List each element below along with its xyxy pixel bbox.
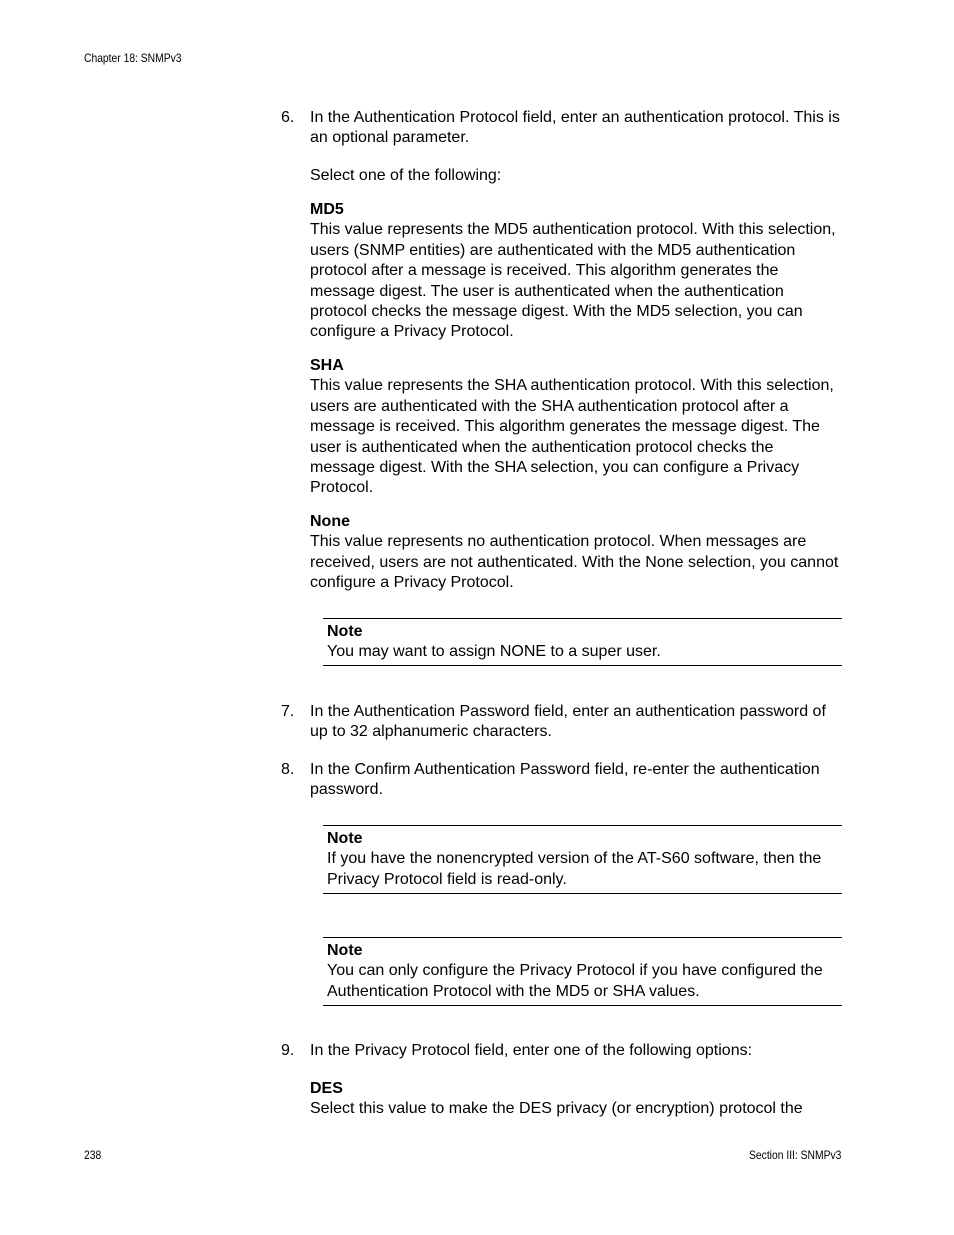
- step-6: [281, 108, 841, 149]
- option-description: Select this value to make the DES privacy (or encryption) protocol the: [310, 1100, 803, 1118]
- option-none: [310, 512, 841, 594]
- option-term: MD5: [310, 201, 344, 218]
- option-term: SHA: [310, 357, 344, 374]
- note-box: [323, 618, 842, 666]
- note-heading: Note: [327, 623, 363, 640]
- step-text: In the Privacy Protocol field, enter one of the following options:: [310, 1042, 753, 1059]
- note-box: [323, 825, 842, 894]
- note-heading: Note: [327, 830, 363, 847]
- note-box: [323, 937, 842, 1006]
- option-sha: [310, 356, 841, 499]
- step-text: In the Confirm Authentication Password field, re-enter the authentication password.: [310, 761, 820, 799]
- running-footer: Section III: SNMPv3: [748, 1148, 841, 1162]
- option-description: This value represents the SHA authentication protocol. With this selection, users are authenticated with the SHA authentication protocol after a message is received. This algorithm generates the message digest. The user is authenticated when the authentication protocol checks the message digest. With the SHA selection, you can configure a Privacy Protocol.: [310, 377, 834, 497]
- note-heading: Note: [327, 942, 363, 959]
- step-number: 9.: [281, 1042, 295, 1059]
- option-term: DES: [310, 1080, 343, 1097]
- option-description: This value represents no authentication protocol. When messages are received, users are not authenticated. With the None selection, you cannot configure a Privacy Protocol.: [310, 533, 839, 592]
- page-number: 238: [84, 1148, 102, 1162]
- option-des: [310, 1079, 841, 1120]
- note-text: You can only configure the Privacy Protocol if you have configured the Authentication Protocol with the MD5 or SHA values.: [327, 962, 823, 1000]
- option-description: This value represents the MD5 authentication protocol. With this selection, users (SNMP entities) are authenticated with the MD5 authentication protocol after a message is received. This algorithm generates the message digest. The user is authenticated when the authentication protocol checks the message digest. With the MD5 selection, you can configure a Privacy Protocol.: [310, 221, 836, 341]
- select-intro: Select one of the following:: [310, 167, 502, 184]
- step-text: In the Authentication Password field, enter an authentication password of up to 32 alphanumeric characters.: [310, 703, 826, 741]
- step-8: [281, 760, 841, 801]
- step-7: [281, 702, 841, 743]
- note-text: You may want to assign NONE to a super user.: [327, 643, 661, 661]
- note-text: If you have the nonencrypted version of the AT-S60 software, then the Privacy Protocol field is read-only.: [327, 850, 822, 888]
- option-md5: [310, 200, 841, 343]
- step-number: 8.: [281, 761, 295, 778]
- step-text: In the Authentication Protocol field, enter an authentication protocol. This is an optional parameter.: [310, 109, 840, 147]
- option-term: None: [310, 513, 350, 530]
- running-header: Chapter 18: SNMPv3: [84, 51, 182, 65]
- step-number: 6.: [281, 109, 295, 126]
- step-number: 7.: [281, 703, 295, 720]
- step-9: [281, 1041, 841, 1061]
